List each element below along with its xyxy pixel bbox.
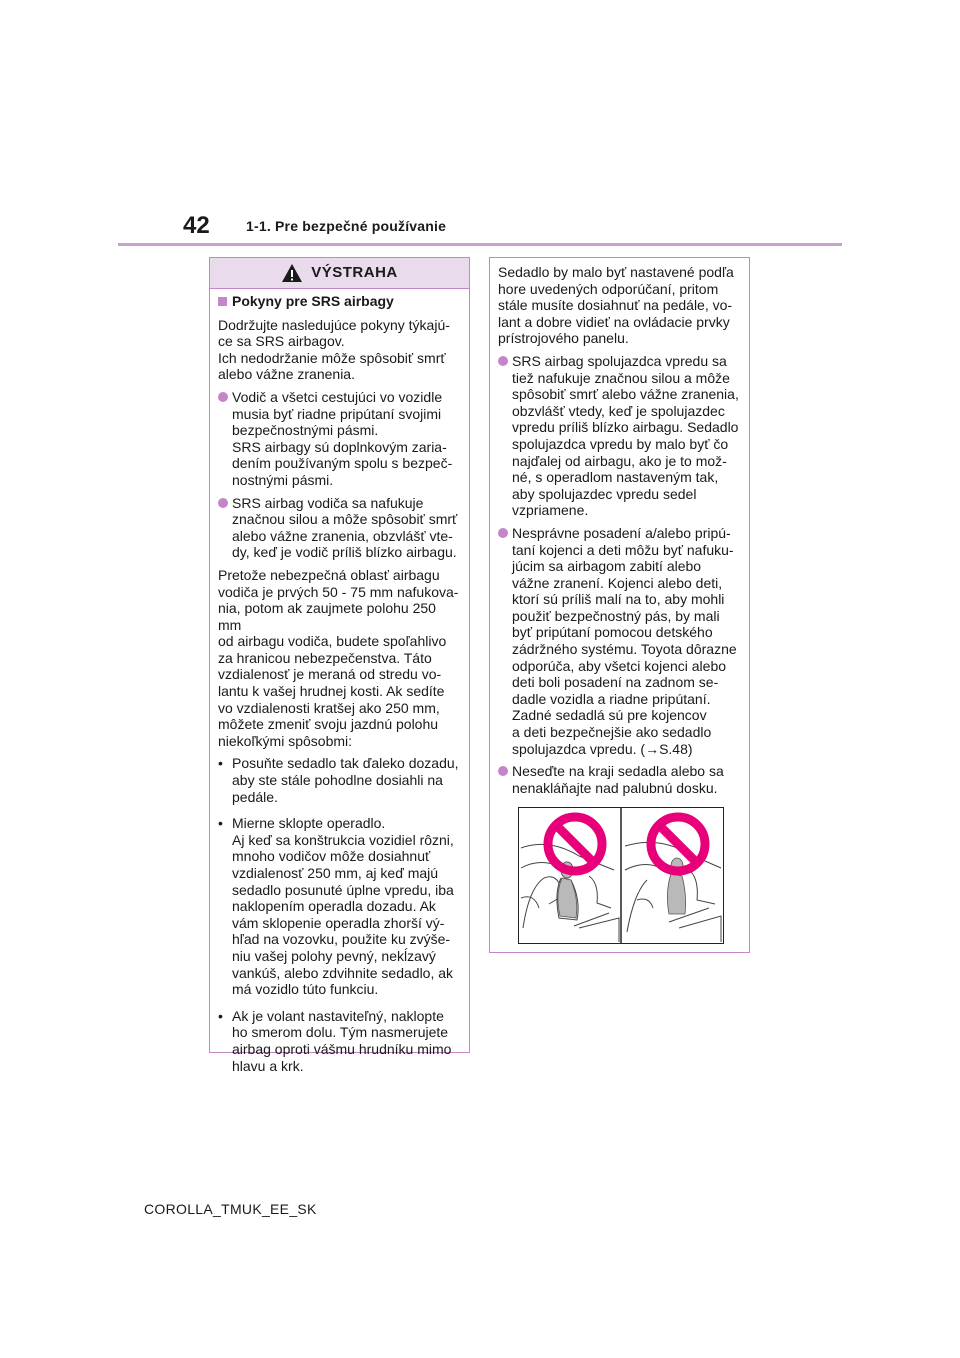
warning-box — [209, 257, 470, 1074]
warning-item — [218, 389, 462, 489]
warning-header — [210, 258, 469, 289]
section-title: 1-1. Pre bezpečné používanie — [246, 218, 447, 234]
bullet-text: Ak je volant nastaviteľný, naklopte ho smerom dolu. Tým nasmerujete airbag oproti vášmu hrudníku mimo hlavu a krk. — [232, 1007, 452, 1074]
warning-continuation-box — [489, 257, 750, 953]
bullet-mark: • — [218, 755, 223, 772]
bullet-mark: • — [218, 1007, 223, 1024]
warning-triangle-icon — [281, 263, 303, 283]
continuation-item-text: Nesprávne posadení a/alebo pripú- taní kojenci a deti môžu byť nafuku- júcim sa airbagom zabití alebo vážne zranení. Kojenci alebo deti, ktorí sú príliš malí na to, aby mohli použiť bezpečnostný pás, by mali byť pripútaní pomocou detského zádržného systému. Toyota dôrazne odporúča, aby všetci kojenci alebo deti boli posadení na zadnom se- dadle vozidla a riadne pripútaní. Zadné sedadlá sú pre kojencov a deti bezpečnejšie ako sedadlo spolujazdca vpredu. (→S.48) — [512, 524, 737, 757]
document-code: COROLLA_TMUK_EE_SK — [144, 1201, 317, 1217]
circle-bullet-icon — [498, 528, 508, 538]
warning-title: VÝSTRAHA — [311, 263, 398, 281]
circle-bullet-icon — [498, 766, 508, 776]
bullet-item — [218, 815, 462, 998]
continuation-item — [498, 353, 742, 519]
bullet-text: Mierne sklopte operadlo. Aj keď sa konštrukcia vozidiel rôzni, mnoho vodičov môže dosiahnuť vzdialenosť 250 mm, aj keď majú sedadlo posunuté úplne vpredu, iba naklopením operadla dozadu. Ak vám sklopenie operadla zhorší vý- hľad na vozovku, použite ku zvýše- niu vašej polohy pevný, nekĺzavý vankúš, alebo zdvihnite sedadlo, ak má vozidlo túto funkciu. — [232, 815, 454, 998]
distance-paragraph: Pretože nebezpečná oblasť airbagu vodiča je prvých 50 - 75 mm nafukova- nia, potom ak zaujmete polohu 250 mm od airbagu vodiča, budete spoľahlivo za hranicou nebezpečenstva. Táto vzdialenosť je meraná od stredu vo- lantu k vašej hrudnej kosti. Ak sedíte vo vzdialenosti kratšej ako 250 mm, môžete zmeniť svoju jazdnú polohu niekoľkými spôsobmi: — [218, 566, 459, 749]
prohibition-icon — [548, 817, 602, 871]
bullet-text: Posuňte sedadlo tak ďaleko dozadu, aby ste stále pohodlne dosiahli na pedále. — [232, 755, 459, 805]
warning-intro: Dodržujte nasledujúce pokyny týkajú- ce sa SRS airbagov. Ich nedodržanie môže spôsobiť smrť alebo vážne zranenia. — [218, 316, 450, 383]
continuation-item-text: Neseďte na kraji sedadla alebo sa nenakláňajte nad palubnú dosku. — [512, 763, 724, 796]
bullet-mark: • — [218, 815, 223, 832]
continuation-item — [498, 525, 742, 757]
circle-bullet-icon — [498, 356, 508, 366]
circle-bullet-icon — [218, 392, 228, 402]
incorrect-seating-illustration — [518, 807, 724, 944]
warning-item-text: Vodič a všetci cestujúci vo vozidle musia byť riadne pripútaní svojimi bezpečnostnými pásmi. SRS airbagy sú doplnkovým zaria- dením používaným spolu s bezpeč- nostnými pásmi. — [232, 388, 453, 488]
header-rule — [118, 243, 842, 246]
page-number: 42 — [183, 212, 210, 239]
bullet-item — [218, 1008, 462, 1074]
illustration-svg — [519, 808, 723, 943]
warning-item-text: SRS airbag vodiča sa nafukuje značnou silou a môže spôsobiť smrť alebo vážne zranenia, obzvlášť vte- dy, keď je vodič príliš blízko airbagu. — [232, 494, 458, 561]
continuation-item — [498, 763, 742, 796]
warning-subheading-text: Pokyny pre SRS airbagy — [232, 293, 394, 309]
continuation-item-text: SRS airbag spolujazdca vpredu sa tiež nafukuje značnou silou a môže spôsobiť smrť alebo vážne zranenia, obzvlášť vtedy, keď je spolujazdec vpredu príliš blízko airbagu. Sedadlo spolujazdca vpredu by malo byť čo najďalej od airbagu, ako je to mož- né, s operadlom nastaveným tak, aby spolujazdec vpredu sedel vzpriamene. — [512, 352, 739, 519]
circle-bullet-icon — [218, 498, 228, 508]
bullet-item — [218, 755, 462, 805]
continuation-intro: Sedadlo by malo byť nastavené podľa hore uvedených odporúčaní, pritom stále musíte dosiahnuť na pedále, vo- lant a dobre vidieť na ovládacie prvky prístrojového panelu. — [498, 264, 734, 347]
warning-subheading — [218, 293, 462, 310]
square-bullet-icon — [218, 297, 227, 306]
warning-item — [218, 495, 462, 561]
